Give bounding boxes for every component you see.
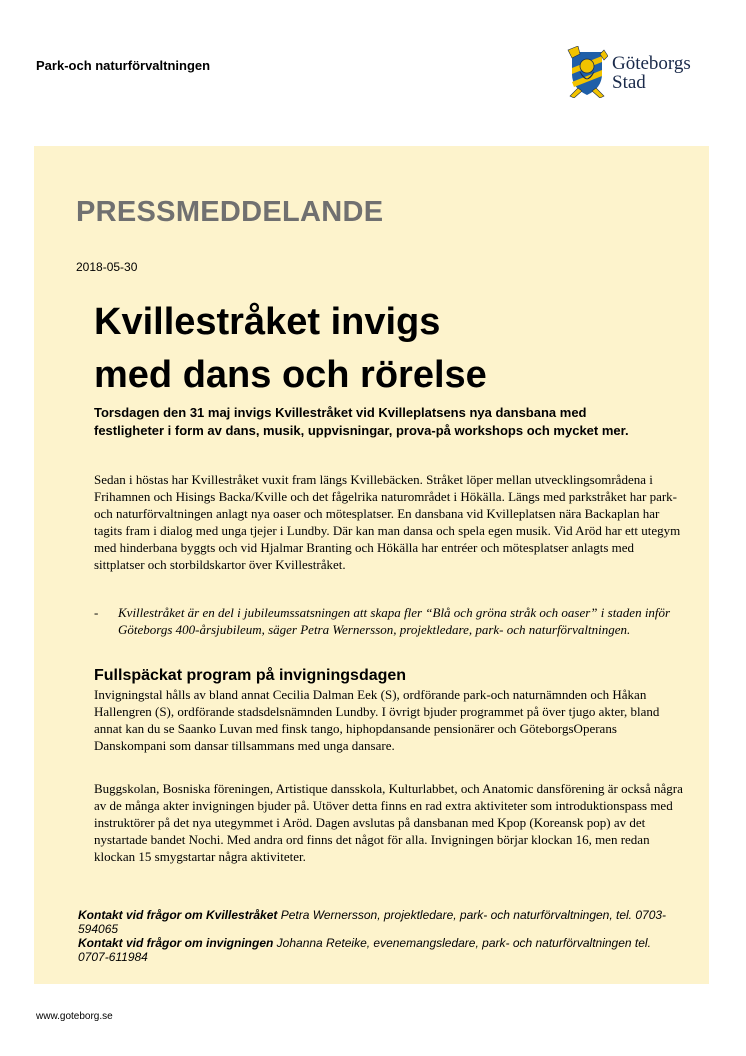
contact-kvillestraket [78,908,678,936]
footer-website[interactable]: www.goteborg.se [36,1011,113,1022]
release-date: 2018-05-30 [76,260,138,274]
headline [94,296,654,402]
lead-paragraph: Torsdagen den 31 maj invigs Kvillestråket vid Kvilleplatsens nya dansbana med festligheter i form av dans, musik, uppvisningar, prova-på workshops och mycket mer. [94,405,629,438]
quote-block [94,604,684,638]
headline-line-2: med dans och rörelse [94,354,487,396]
contact-details: Petra Wernersson, projektledare, park- och naturförvaltningen, tel. 0703-594065 [78,908,667,936]
body-paragraph-3: Buggskolan, Bosniska föreningen, Artistique dansskola, Kulturlabbet, och Anatomic dansförening är också några av de många akter invigningen bjuder på. Utöver detta finns en rad extra aktiviteter som introduktionspass med instruktörer på det nya utegymmet i Aröd. Dagen avslutas på dansbanan med Kpop (Koreansk pop) av det nystartade bandet Nochi. Med andra ord finns det något för alla. Invigningen börjar klockan 16, men redan klockan 15 smygstartar några aktiviteter. [94,781,683,864]
goteborgs-stad-logo [566,46,716,100]
contact-label: Kontakt vid frågor om invigningen [78,936,274,950]
body-paragraph-1: Sedan i höstas har Kvillestråket vuxit fram längs Kvillebäcken. Stråket löper mellan utvecklingsområdena i Frihamnen och Hisings Backa/Kville och det fågelrika naturområdet i Hökälla. Längs med parkstråket har park- och naturförvaltningen anlagt nya oaser och mötesplatser. En dansbana vid Kvilleplatsen nära Backaplan har tagits fram i dialog med unga tjejer i Lundby. Där kan man dansa och spela egen musik. Vid Aröd har ett utegym med hinderbana byggts och vid Hjalmar Branting och Hökälla har entréer och mötesplatser anlagts med sittplatser och storbildskartor över Kvillestråket. [94,472,681,572]
gothenburg-lion-shield-icon [566,46,608,98]
logo-line-1: Göteborgs [612,53,691,74]
department-name: Park-och naturförvaltningen [36,58,211,73]
quote-dash: - [94,605,99,620]
contact-label: Kontakt vid frågor om Kvillestråket [78,908,278,922]
section-subheading: Fullspäckat program på invigningsdagen [94,667,407,684]
quote-text: Kvillestråket är en del i jubileumssatsningen att skapa fler “Blå och gröna stråk och oaser” i staden inför Göteborgs 400-årsjubileum, säger Petra Wernersson, projektledare, park- och naturförvaltningen. [118,605,671,637]
contact-details: Johanna Reteike, evenemangsledare, park- och naturförvaltningen tel. 0707-611984 [78,936,651,964]
body-paragraph-2: Invigningstal hålls av bland annat Cecilia Dalman Eek (S), ordförande park-och naturnämnden och Håkan Hallengren (S), ordförande stadsdelsnämnden Lundby. I övrigt bjuder programmet på över tjugo akter, bland annat kan du se Saanko Luvan med finsk tango, hiphopdansande pensionärer och GöteborgsOperans Danskompani som dansar tillsammans med unga dansare. [94,687,660,753]
press-release-label: PRESSMEDDELANDE [76,196,384,228]
logo-line-2: Stad [612,72,646,93]
contact-invigningen [78,936,678,964]
contact-block [78,908,678,964]
logo-wordmark [612,54,691,92]
headline-line-1: Kvillestråket invigs [94,301,441,343]
